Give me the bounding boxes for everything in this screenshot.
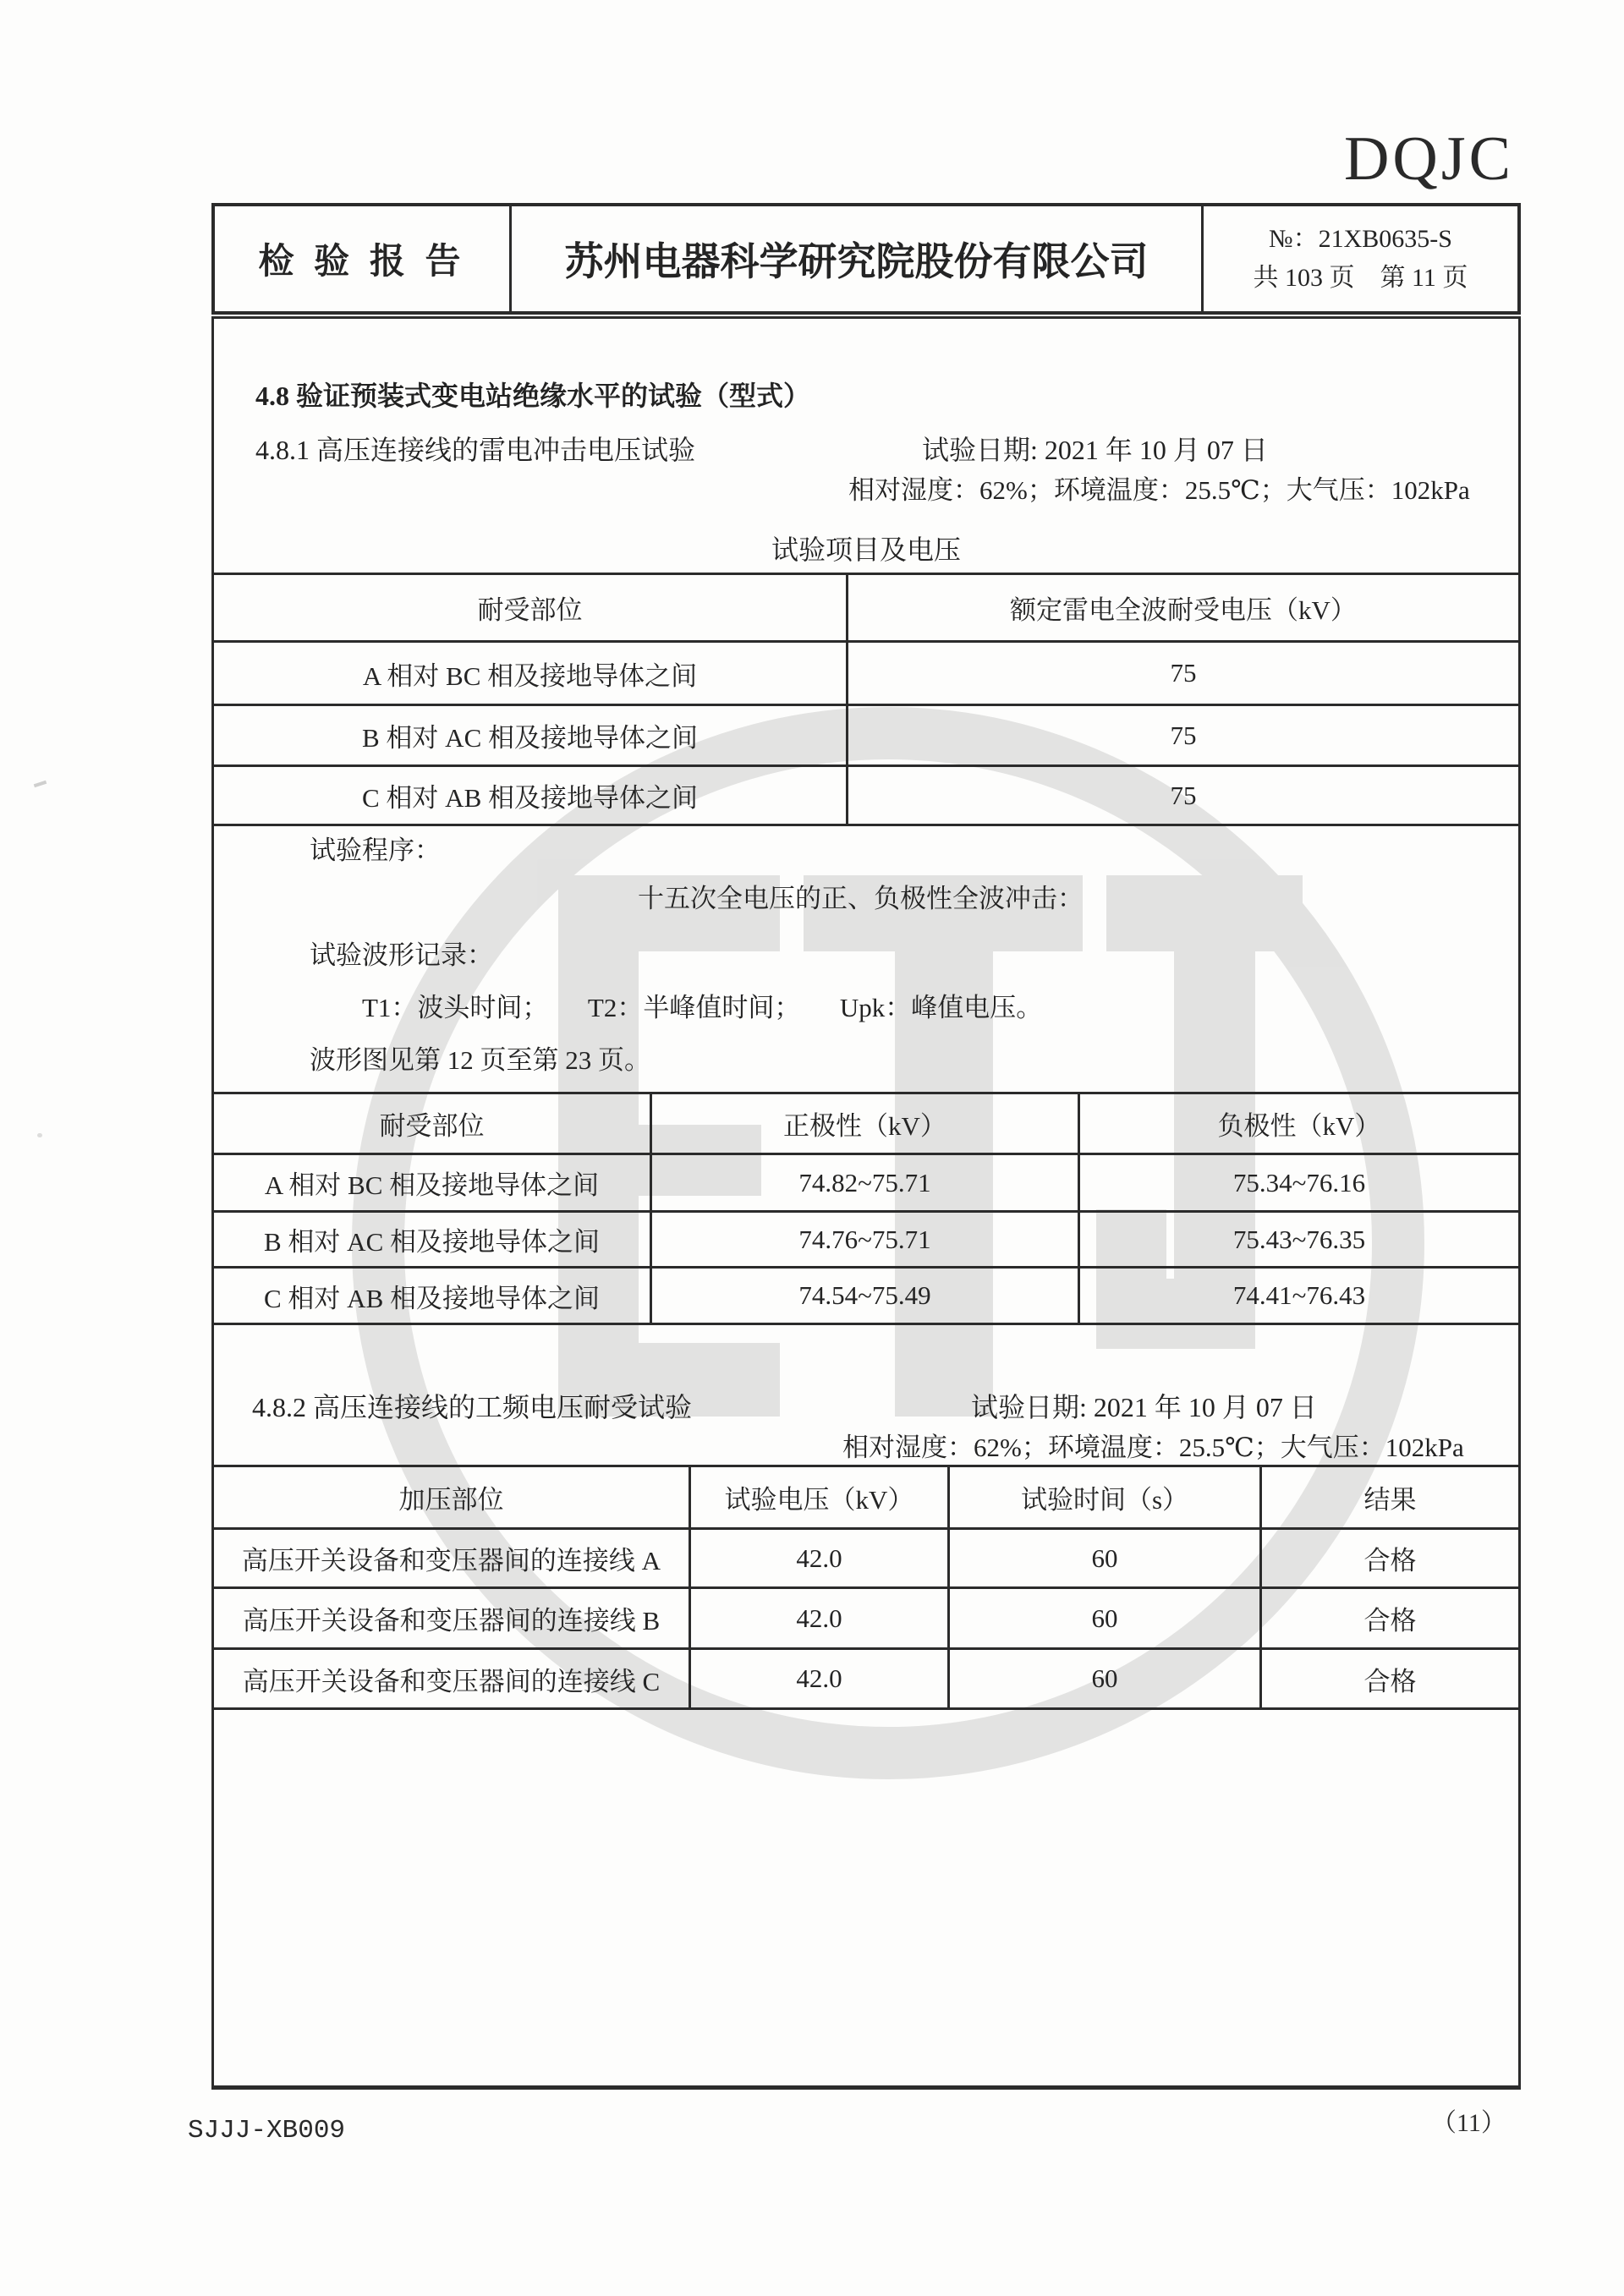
table-cell: 74.76~75.71 [650,1210,1078,1266]
ambient-conditions-4-8-2: 相对湿度：62%；环境温度：25.5℃；大气压：102kPa [842,1433,1464,1462]
table-cell: C 相对 AB 相及接地导体之间 [214,1266,650,1323]
report-header-table [211,203,1521,315]
column-header: 加压部位 [398,1485,504,1515]
waveform-legend: T1：波头时间； T2：半峰值时间； Upk：峰值电压。 [362,993,1043,1022]
table-cell: 74.41~76.43 [1078,1266,1518,1323]
table-cell: 75 [846,764,1518,824]
table-cell: 高压开关设备和变压器间的连接线 B [214,1586,689,1647]
table-cell: 74.82~75.71 [650,1153,1078,1210]
test-date-4-8-2: 试验日期: 2021 年 10 月 07 日 [971,1392,1317,1422]
section-4-8-2-heading: 4.8.2 高压连接线的工频电压耐受试验 [252,1392,693,1422]
table-cell: B 相对 AC 相及接地导体之间 [214,704,846,764]
section-4-8-1-heading: 4.8.1 高压连接线的雷电冲击电压试验 [255,435,696,465]
waveform-note: 波形图见第 12 页至第 23 页。 [310,1045,650,1075]
waveform-record-label: 试验波形记录： [310,940,493,970]
page-count: 共 103 页 第 11 页 [1253,264,1468,292]
table-cell: 合格 [1259,1527,1518,1586]
header-cell-title [215,206,509,311]
table-cell: 74.54~75.49 [650,1266,1078,1323]
rated-voltage-table [214,573,1518,826]
impulse-results-table [214,1092,1518,1325]
column-header: 试验时间（s） [947,1467,1259,1527]
report-title: 检 验 报 告 [258,241,466,281]
table-cell: 高压开关设备和变压器间的连接线 C [214,1647,689,1707]
table-cell: 75.34~76.16 [1078,1153,1518,1210]
scan-artifact [34,781,47,787]
company-name: 苏州电器科学研究院股份有限公司 [564,239,1149,283]
column-header: 正极性（kV） [650,1094,1078,1153]
table-cell: 42.0 [689,1586,947,1647]
header-cell-company [509,206,1201,311]
column-header: 负极性（kV） [1078,1094,1518,1153]
section-4-8-heading: 4.8 验证预装式变电站绝缘水平的试验（型式） [255,381,811,411]
report-number: №：21XB0635-S [1269,224,1452,253]
column-header: 试验电压（kV） [689,1467,947,1527]
table-cell: 75 [846,640,1518,704]
table-cell: 60 [947,1527,1259,1586]
table-cell: 高压开关设备和变压器间的连接线 A [214,1527,689,1586]
document-code: SJJJ-XB009 [188,2116,346,2145]
column-header: 耐受部位 [477,595,583,625]
column-header: 耐受部位 [379,1111,485,1141]
table-cell: A 相对 BC 相及接地导体之间 [214,1153,650,1210]
test-date-4-8-1: 试验日期: 2021 年 10 月 07 日 [922,435,1268,465]
voltage-table-caption: 试验项目及电压 [771,534,961,565]
table-cell: C 相对 AB 相及接地导体之间 [214,764,846,824]
procedure-label: 试验程序： [310,836,441,865]
ambient-conditions-4-8-1: 相对湿度：62%；环境温度：25.5℃；大气压：102kPa [848,475,1470,505]
scan-artifact [37,1133,42,1137]
table-cell: B 相对 AC 相及接地导体之间 [214,1210,650,1266]
column-header: 结果 [1259,1467,1518,1527]
table-cell: 75 [846,704,1518,764]
power-frequency-table [214,1465,1518,1710]
column-header: 额定雷电全波耐受电压（kV） [846,575,1518,640]
page-number: （11） [1431,2109,1506,2137]
table-cell: 60 [947,1586,1259,1647]
table-cell: A 相对 BC 相及接地导体之间 [214,640,846,704]
table-cell: 75.43~76.35 [1078,1210,1518,1266]
table-cell: 合格 [1259,1647,1518,1707]
table-cell: 42.0 [689,1647,947,1707]
table-cell: 合格 [1259,1586,1518,1647]
table-cell: 42.0 [689,1527,947,1586]
header-cell-number [1201,206,1517,311]
procedure-text: 十五次全电压的正、负极性全波冲击： [638,884,1084,913]
table-cell: 60 [947,1647,1259,1707]
dqjc-logo: DQJC [1343,124,1514,194]
